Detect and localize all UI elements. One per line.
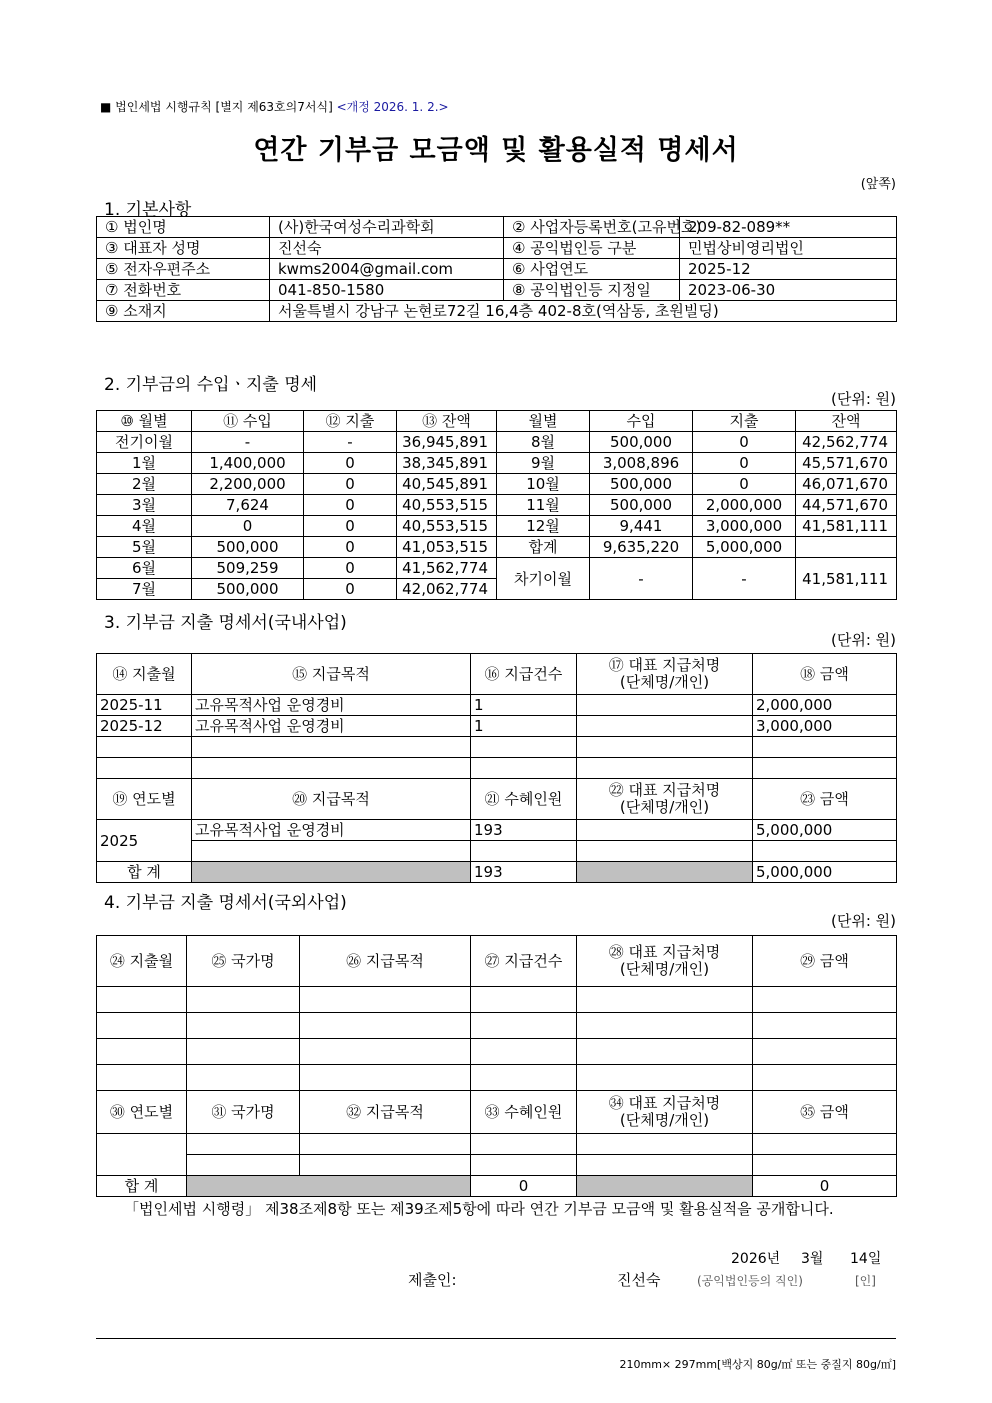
cell-balance: 41,581,111 <box>796 516 897 537</box>
col-payee-2 <box>577 1091 753 1134</box>
carry-forward-balance: 41,581,111 <box>796 558 897 600</box>
value-corp-name: (사)한국여성수리과학회 <box>270 217 504 238</box>
cell-amount: 3,000,000 <box>753 716 897 737</box>
cell-year: 2025 <box>97 820 192 862</box>
total-gray-cell <box>192 862 471 883</box>
cell-expense-month: 2025-11 <box>97 695 192 716</box>
value-biz-number: 209-82-089** <box>680 217 897 238</box>
label-phone: ⑦ 전화번호 <box>97 280 270 301</box>
table-row <box>97 820 897 841</box>
cell-payee <box>577 695 753 716</box>
cell-amount: 2,000,000 <box>753 695 897 716</box>
table-row <box>97 841 897 862</box>
label-biz-number: ② 사업자등록번호(고유번호) <box>504 217 680 238</box>
foreign-year-header-row <box>97 1091 897 1134</box>
cell-month: 12월 <box>497 516 590 537</box>
payee-header-line1: ㉘ 대표 지급처명 <box>608 943 721 961</box>
declaration-text <box>104 1197 894 1222</box>
cell-purpose: 고유목적사업 운영경비 <box>192 716 471 737</box>
col-purpose-2: ⑳ 지급목적 <box>192 779 471 820</box>
label-corp-type: ④ 공익법인등 구분 <box>504 238 680 259</box>
payee-header-line2: (단체명/개인) <box>619 1111 710 1129</box>
cell-income: 500,000 <box>192 537 304 558</box>
table-row <box>97 474 897 495</box>
basic-row <box>97 217 897 238</box>
foreign-header-row <box>97 936 897 987</box>
domestic-unit: (단위: 원) <box>831 631 896 649</box>
table-row <box>97 716 897 737</box>
total-gray-cell <box>577 862 753 883</box>
label-email: ⑤ 전자우편주소 <box>97 259 270 280</box>
cell-month: 2월 <box>97 474 192 495</box>
cell-total-expense: 5,000,000 <box>693 537 796 558</box>
label-designation-date: ⑧ 공익법인등 지정일 <box>504 280 680 301</box>
total-label: 합 계 <box>97 862 192 883</box>
table-row <box>97 695 897 716</box>
basic-row <box>97 280 897 301</box>
col-year: ㉚ 연도별 <box>97 1091 187 1134</box>
col-income: ⑪ 수입 <box>192 411 304 432</box>
cell-payee <box>577 820 753 841</box>
section-income-title: 2. 기부금의 수입ㆍ지출 명세 <box>104 375 318 395</box>
cell-count: 1 <box>471 716 577 737</box>
col-balance-2: 잔액 <box>796 411 897 432</box>
declaration-body: 「법인세법 시행령」 제38조제8항 또는 제39조제5항에 따라 연간 기부금 모금액 및 활용실적을 공개합니다. <box>124 1200 834 1218</box>
cell-expense: 0 <box>304 495 397 516</box>
cell-month: 5월 <box>97 537 192 558</box>
cell-balance: 41,053,515 <box>397 537 497 558</box>
section-foreign-title: 4. 기부금 지출 명세서(국외사업) <box>104 893 347 913</box>
cell-income: 3,008,896 <box>590 453 693 474</box>
cell-income: 1,400,000 <box>192 453 304 474</box>
revision-note: <개정 2026. 1. 2.> <box>336 100 449 114</box>
value-fiscal-year: 2025-12 <box>680 259 897 280</box>
table-row <box>97 1134 897 1155</box>
table-row <box>97 1155 897 1176</box>
total-amount: 0 <box>753 1176 897 1197</box>
label-corp-name: ① 법인명 <box>97 217 270 238</box>
cell-income: 7,624 <box>192 495 304 516</box>
cell-expense: 0 <box>304 537 397 558</box>
section-basic-title: 1. 기본사항 <box>104 200 192 220</box>
col-expense-month: ㉔ 지출월 <box>97 936 187 987</box>
cell-income: 500,000 <box>590 495 693 516</box>
domestic-header-row <box>97 654 897 695</box>
col-amount-2: ㉓ 금액 <box>753 779 897 820</box>
cell-balance: 36,945,891 <box>397 432 497 453</box>
cell-balance: 44,571,670 <box>796 495 897 516</box>
total-row <box>97 862 897 883</box>
total-count: 0 <box>471 1176 577 1197</box>
label-address: ⑨ 소재지 <box>97 301 270 322</box>
cell-count: 1 <box>471 695 577 716</box>
col-country-2: ㉛ 국가명 <box>187 1091 300 1134</box>
col-purpose: ㉖ 지급목적 <box>300 936 471 987</box>
cell-month: 1월 <box>97 453 192 474</box>
table-row <box>97 758 897 779</box>
table-row <box>97 1065 897 1091</box>
col-income-2: 수입 <box>590 411 693 432</box>
cell-month: 7월 <box>97 579 192 600</box>
cell-expense: 2,000,000 <box>693 495 796 516</box>
total-row <box>97 1176 897 1197</box>
date-day: 14일 <box>850 1251 882 1267</box>
cell-month: 3월 <box>97 495 192 516</box>
cell-income: 500,000 <box>590 474 693 495</box>
cell-balance: 38,345,891 <box>397 453 497 474</box>
cell-month: 10월 <box>497 474 590 495</box>
col-month: ⑩ 월별 <box>97 411 192 432</box>
col-purpose-2: ㉜ 지급목적 <box>300 1091 471 1134</box>
basic-row <box>97 259 897 280</box>
carry-forward-label: 차기이월 <box>497 558 590 600</box>
cell-expense: 0 <box>304 474 397 495</box>
table-row <box>97 558 897 579</box>
col-country: ㉕ 국가명 <box>187 936 300 987</box>
cell-total-label: 합계 <box>497 537 590 558</box>
cell-month: 전기이월 <box>97 432 192 453</box>
cell-balance: 40,553,515 <box>397 495 497 516</box>
cell-income: 2,200,000 <box>192 474 304 495</box>
cell-balance: 46,071,670 <box>796 474 897 495</box>
value-email: kwms2004@gmail.com <box>270 259 504 280</box>
cell-payee <box>577 716 753 737</box>
col-amount: ⑱ 금액 <box>753 654 897 695</box>
cell-expense: 0 <box>304 579 397 600</box>
cell-income: 9,441 <box>590 516 693 537</box>
cell-expense: 0 <box>693 474 796 495</box>
front-side-label: (앞쪽) <box>860 177 896 192</box>
submitter-label: 제출인: <box>408 1271 457 1289</box>
col-balance: ⑬ 잔액 <box>397 411 497 432</box>
footer-divider <box>96 1338 896 1339</box>
cell-expense: 0 <box>693 432 796 453</box>
income-unit: (단위: 원) <box>831 390 896 408</box>
date-year: 2026년 <box>731 1251 781 1267</box>
date-month: 3월 <box>801 1251 824 1267</box>
value-address: 서울특별시 강남구 논현로72길 16,4층 402-8호(역삼동, 초원빌딩) <box>270 301 897 322</box>
col-year: ⑲ 연도별 <box>97 779 192 820</box>
cell-month: 4월 <box>97 516 192 537</box>
col-expense-month: ⑭ 지출월 <box>97 654 192 695</box>
income-expense-table <box>96 410 897 600</box>
table-row <box>97 453 897 474</box>
foreign-expense-table <box>96 935 897 1197</box>
col-count: ㉗ 지급건수 <box>471 936 577 987</box>
value-phone: 041-850-1580 <box>270 280 504 301</box>
payee-header-line1: ㉞ 대표 지급처명 <box>608 1094 721 1112</box>
document-title: 연간 기부금 모금액 및 활용실적 명세서 <box>253 135 739 166</box>
basic-row <box>97 238 897 259</box>
col-expense-2: 지출 <box>693 411 796 432</box>
table-row <box>97 537 897 558</box>
payee-header-line1: ㉒ 대표 지급처명 <box>608 781 721 799</box>
cell-purpose: 고유목적사업 운영경비 <box>192 695 471 716</box>
col-beneficiaries: ㉑ 수혜인원 <box>471 779 577 820</box>
cell-expense: - <box>304 432 397 453</box>
cell-balance: 41,562,774 <box>397 558 497 579</box>
col-beneficiaries: ㉝ 수혜인원 <box>471 1091 577 1134</box>
col-month-2: 월별 <box>497 411 590 432</box>
domestic-expense-table <box>96 653 897 883</box>
submitter-name: 진선숙 <box>617 1271 661 1289</box>
cell-month: 11월 <box>497 495 590 516</box>
position-note: (공익법인등의 직인) <box>697 1274 803 1288</box>
total-count: 193 <box>471 862 577 883</box>
cell-income: 0 <box>192 516 304 537</box>
total-label: 합 계 <box>97 1176 187 1197</box>
cell-balance: 40,553,515 <box>397 516 497 537</box>
col-payee <box>577 936 753 987</box>
cell-income: 509,259 <box>192 558 304 579</box>
carry-forward-income: - <box>590 558 693 600</box>
label-fiscal-year: ⑥ 사업연도 <box>504 259 680 280</box>
cell-expense: 0 <box>304 558 397 579</box>
cell-expense: 3,000,000 <box>693 516 796 537</box>
table-row <box>97 432 897 453</box>
table-row <box>97 1013 897 1039</box>
cell-beneficiaries: 193 <box>471 820 577 841</box>
cell-purpose: 고유목적사업 운영경비 <box>192 820 471 841</box>
total-gray-cell <box>577 1176 753 1197</box>
income-header-row <box>97 411 897 432</box>
cell-month: 8월 <box>497 432 590 453</box>
cell-balance: 40,545,891 <box>397 474 497 495</box>
cell-expense: 0 <box>693 453 796 474</box>
form-ref-text: ■ 법인세법 시행규칙 [별지 제63호의7서식] <box>100 100 333 114</box>
table-row <box>97 1039 897 1065</box>
payee-header-line1: ⑰ 대표 지급처명 <box>608 656 721 674</box>
foreign-unit: (단위: 원) <box>831 912 896 930</box>
cell-balance: 42,062,774 <box>397 579 497 600</box>
cell-total-income: 9,635,220 <box>590 537 693 558</box>
col-count: ⑯ 지급건수 <box>471 654 577 695</box>
seal-mark: [인] <box>855 1274 876 1288</box>
cell-balance: 45,571,670 <box>796 453 897 474</box>
col-amount: ㉙ 금액 <box>753 936 897 987</box>
col-payee-2 <box>577 779 753 820</box>
cell-income: 500,000 <box>590 432 693 453</box>
cell-month: 6월 <box>97 558 192 579</box>
cell-month: 9월 <box>497 453 590 474</box>
section-domestic-title: 3. 기부금 지출 명세서(국내사업) <box>104 613 347 633</box>
domestic-year-header-row <box>97 779 897 820</box>
cell-expense: 0 <box>304 453 397 474</box>
carry-forward-expense: - <box>693 558 796 600</box>
table-row <box>97 987 897 1013</box>
value-rep-name: 진선숙 <box>270 238 504 259</box>
basic-row <box>97 301 897 322</box>
value-corp-type: 민법상비영리법인 <box>680 238 897 259</box>
cell-total-balance <box>796 537 897 558</box>
cell-expense: 0 <box>304 516 397 537</box>
basic-info-table <box>96 216 897 322</box>
col-purpose: ⑮ 지급목적 <box>192 654 471 695</box>
value-designation-date: 2023-06-30 <box>680 280 897 301</box>
cell-balance: 42,562,774 <box>796 432 897 453</box>
payee-header-line2: (단체명/개인) <box>619 798 710 816</box>
col-amount-2: ㉟ 금액 <box>753 1091 897 1134</box>
form-reference <box>100 98 449 115</box>
payee-header-line2: (단체명/개인) <box>619 673 710 691</box>
table-row <box>97 516 897 537</box>
cell-income: - <box>192 432 304 453</box>
payee-header-line2: (단체명/개인) <box>619 960 710 978</box>
col-payee <box>577 654 753 695</box>
cell-amount: 5,000,000 <box>753 820 897 841</box>
cell-expense-month: 2025-12 <box>97 716 192 737</box>
total-gray-cell <box>187 1176 471 1197</box>
total-amount: 5,000,000 <box>753 862 897 883</box>
table-row <box>97 737 897 758</box>
table-row <box>97 495 897 516</box>
label-rep-name: ③ 대표자 성명 <box>97 238 270 259</box>
paper-spec: 210mm× 297mm[백상지 80g/㎡ 또는 중질지 80g/㎡] <box>619 1358 896 1371</box>
cell-income: 500,000 <box>192 579 304 600</box>
col-expense: ⑫ 지출 <box>304 411 397 432</box>
